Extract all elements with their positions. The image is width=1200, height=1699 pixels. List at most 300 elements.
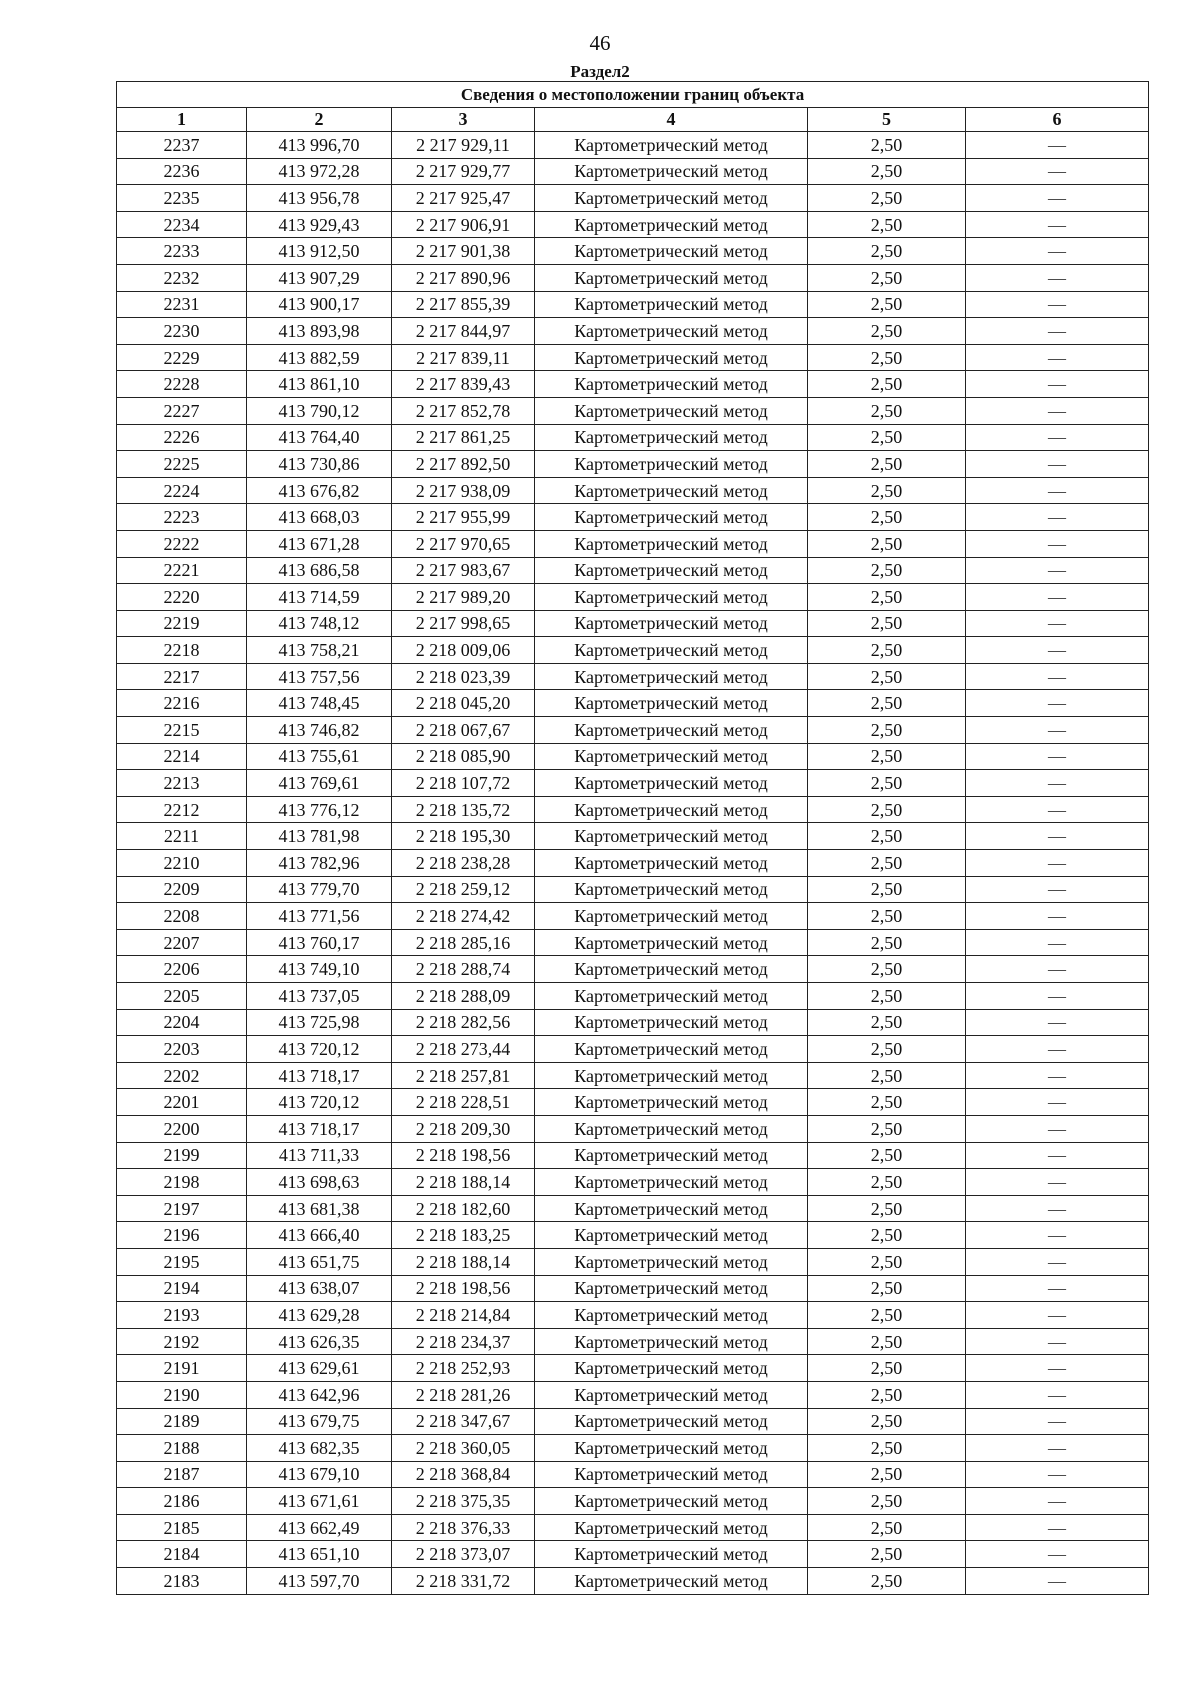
x-coordinate-cell: 413 771,56: [247, 903, 392, 930]
method-cell: Картометрический метод: [535, 1568, 808, 1595]
table-row: [117, 743, 1149, 770]
description-cell: —: [966, 663, 1149, 690]
accuracy-cell: 2,50: [808, 1328, 966, 1355]
x-coordinate-cell: 413 972,28: [247, 158, 392, 185]
description-cell: —: [966, 1488, 1149, 1515]
x-coordinate-cell: 413 776,12: [247, 796, 392, 823]
method-cell: Картометрический метод: [535, 211, 808, 238]
method-cell: Картометрический метод: [535, 610, 808, 637]
accuracy-cell: 2,50: [808, 185, 966, 212]
x-coordinate-cell: 413 651,10: [247, 1541, 392, 1568]
description-cell: —: [966, 1222, 1149, 1249]
point-number-cell: 2222: [117, 530, 247, 557]
method-cell: Картометрический метод: [535, 451, 808, 478]
description-cell: —: [966, 956, 1149, 983]
point-number-cell: 2198: [117, 1169, 247, 1196]
method-cell: Картометрический метод: [535, 1195, 808, 1222]
accuracy-cell: 2,50: [808, 850, 966, 877]
column-header: 1: [117, 108, 247, 132]
table-row: [117, 451, 1149, 478]
x-coordinate-cell: 413 671,28: [247, 530, 392, 557]
y-coordinate-cell: 2 217 989,20: [392, 584, 535, 611]
point-number-cell: 2186: [117, 1488, 247, 1515]
accuracy-cell: 2,50: [808, 530, 966, 557]
x-coordinate-cell: 413 900,17: [247, 291, 392, 318]
method-cell: Картометрический метод: [535, 1461, 808, 1488]
table-row: [117, 1408, 1149, 1435]
table-row: [117, 211, 1149, 238]
method-cell: Картометрический метод: [535, 1302, 808, 1329]
x-coordinate-cell: 413 956,78: [247, 185, 392, 212]
table-row: [117, 1142, 1149, 1169]
description-cell: —: [966, 637, 1149, 664]
y-coordinate-cell: 2 218 085,90: [392, 743, 535, 770]
method-cell: Картометрический метод: [535, 903, 808, 930]
y-coordinate-cell: 2 217 929,11: [392, 132, 535, 159]
method-cell: Картометрический метод: [535, 1222, 808, 1249]
y-coordinate-cell: 2 218 195,30: [392, 823, 535, 850]
description-cell: —: [966, 1089, 1149, 1116]
accuracy-cell: 2,50: [808, 584, 966, 611]
point-number-cell: 2206: [117, 956, 247, 983]
table-row: [117, 717, 1149, 744]
table-row: [117, 1036, 1149, 1063]
method-cell: Картометрический метод: [535, 1248, 808, 1275]
description-cell: —: [966, 530, 1149, 557]
method-cell: Картометрический метод: [535, 1514, 808, 1541]
table-row: [117, 1275, 1149, 1302]
y-coordinate-cell: 2 217 852,78: [392, 397, 535, 424]
x-coordinate-cell: 413 679,10: [247, 1461, 392, 1488]
y-coordinate-cell: 2 218 259,12: [392, 876, 535, 903]
method-cell: Картометрический метод: [535, 371, 808, 398]
method-cell: Картометрический метод: [535, 1275, 808, 1302]
description-cell: —: [966, 743, 1149, 770]
y-coordinate-cell: 2 217 892,50: [392, 451, 535, 478]
point-number-cell: 2197: [117, 1195, 247, 1222]
y-coordinate-cell: 2 218 288,74: [392, 956, 535, 983]
accuracy-cell: 2,50: [808, 956, 966, 983]
x-coordinate-cell: 413 769,61: [247, 770, 392, 797]
y-coordinate-cell: 2 218 257,81: [392, 1062, 535, 1089]
x-coordinate-cell: 413 714,59: [247, 584, 392, 611]
point-number-cell: 2210: [117, 850, 247, 877]
accuracy-cell: 2,50: [808, 451, 966, 478]
description-cell: —: [966, 211, 1149, 238]
y-coordinate-cell: 2 217 983,67: [392, 557, 535, 584]
point-number-cell: 2211: [117, 823, 247, 850]
table-row: [117, 344, 1149, 371]
table-row: [117, 530, 1149, 557]
x-coordinate-cell: 413 676,82: [247, 477, 392, 504]
point-number-cell: 2237: [117, 132, 247, 159]
x-coordinate-cell: 413 749,10: [247, 956, 392, 983]
accuracy-cell: 2,50: [808, 158, 966, 185]
x-coordinate-cell: 413 629,61: [247, 1355, 392, 1382]
description-cell: —: [966, 557, 1149, 584]
x-coordinate-cell: 413 686,58: [247, 557, 392, 584]
method-cell: Картометрический метод: [535, 929, 808, 956]
method-cell: Картометрический метод: [535, 185, 808, 212]
point-number-cell: 2231: [117, 291, 247, 318]
x-coordinate-cell: 413 730,86: [247, 451, 392, 478]
method-cell: Картометрический метод: [535, 1355, 808, 1382]
description-cell: —: [966, 903, 1149, 930]
x-coordinate-cell: 413 718,17: [247, 1062, 392, 1089]
point-number-cell: 2214: [117, 743, 247, 770]
y-coordinate-cell: 2 218 209,30: [392, 1115, 535, 1142]
accuracy-cell: 2,50: [808, 1514, 966, 1541]
method-cell: Картометрический метод: [535, 477, 808, 504]
x-coordinate-cell: 413 748,12: [247, 610, 392, 637]
accuracy-cell: 2,50: [808, 1089, 966, 1116]
method-cell: Картометрический метод: [535, 663, 808, 690]
accuracy-cell: 2,50: [808, 371, 966, 398]
table-row: [117, 1435, 1149, 1462]
method-cell: Картометрический метод: [535, 132, 808, 159]
y-coordinate-cell: 2 218 282,56: [392, 1009, 535, 1036]
description-cell: —: [966, 1009, 1149, 1036]
description-cell: —: [966, 1195, 1149, 1222]
column-header: 6: [966, 108, 1149, 132]
y-coordinate-cell: 2 217 839,11: [392, 344, 535, 371]
table-row: [117, 956, 1149, 983]
x-coordinate-cell: 413 682,35: [247, 1435, 392, 1462]
y-coordinate-cell: 2 217 844,97: [392, 318, 535, 345]
y-coordinate-cell: 2 217 955,99: [392, 504, 535, 531]
y-coordinate-cell: 2 218 273,44: [392, 1036, 535, 1063]
x-coordinate-cell: 413 790,12: [247, 397, 392, 424]
table-row: [117, 238, 1149, 265]
point-number-cell: 2199: [117, 1142, 247, 1169]
point-number-cell: 2223: [117, 504, 247, 531]
description-cell: —: [966, 796, 1149, 823]
accuracy-cell: 2,50: [808, 1461, 966, 1488]
description-cell: —: [966, 1142, 1149, 1169]
y-coordinate-cell: 2 217 929,77: [392, 158, 535, 185]
accuracy-cell: 2,50: [808, 1435, 966, 1462]
accuracy-cell: 2,50: [808, 397, 966, 424]
y-coordinate-cell: 2 218 188,14: [392, 1169, 535, 1196]
table-row: [117, 371, 1149, 398]
point-number-cell: 2203: [117, 1036, 247, 1063]
description-cell: —: [966, 1568, 1149, 1595]
y-coordinate-cell: 2 217 998,65: [392, 610, 535, 637]
description-cell: —: [966, 1328, 1149, 1355]
x-coordinate-cell: 413 929,43: [247, 211, 392, 238]
description-cell: —: [966, 1408, 1149, 1435]
description-cell: —: [966, 584, 1149, 611]
description-cell: —: [966, 1062, 1149, 1089]
x-coordinate-cell: 413 996,70: [247, 132, 392, 159]
y-coordinate-cell: 2 217 861,25: [392, 424, 535, 451]
table-row: [117, 1222, 1149, 1249]
y-coordinate-cell: 2 217 855,39: [392, 291, 535, 318]
description-cell: —: [966, 610, 1149, 637]
description-cell: —: [966, 132, 1149, 159]
x-coordinate-cell: 413 642,96: [247, 1381, 392, 1408]
table-row: [117, 477, 1149, 504]
y-coordinate-cell: 2 218 368,84: [392, 1461, 535, 1488]
x-coordinate-cell: 413 781,98: [247, 823, 392, 850]
point-number-cell: 2216: [117, 690, 247, 717]
y-coordinate-cell: 2 218 045,20: [392, 690, 535, 717]
accuracy-cell: 2,50: [808, 1355, 966, 1382]
method-cell: Картометрический метод: [535, 690, 808, 717]
table-row: [117, 663, 1149, 690]
point-number-cell: 2212: [117, 796, 247, 823]
table-row: [117, 424, 1149, 451]
point-number-cell: 2218: [117, 637, 247, 664]
accuracy-cell: 2,50: [808, 637, 966, 664]
table-row: [117, 1195, 1149, 1222]
accuracy-cell: 2,50: [808, 1062, 966, 1089]
point-number-cell: 2220: [117, 584, 247, 611]
accuracy-cell: 2,50: [808, 132, 966, 159]
y-coordinate-cell: 2 218 228,51: [392, 1089, 535, 1116]
point-number-cell: 2208: [117, 903, 247, 930]
x-coordinate-cell: 413 893,98: [247, 318, 392, 345]
point-number-cell: 2233: [117, 238, 247, 265]
description-cell: —: [966, 770, 1149, 797]
accuracy-cell: 2,50: [808, 211, 966, 238]
x-coordinate-cell: 413 698,63: [247, 1169, 392, 1196]
table-row: [117, 1461, 1149, 1488]
method-cell: Картометрический метод: [535, 983, 808, 1010]
x-coordinate-cell: 413 662,49: [247, 1514, 392, 1541]
description-cell: —: [966, 504, 1149, 531]
x-coordinate-cell: 413 912,50: [247, 238, 392, 265]
point-number-cell: 2194: [117, 1275, 247, 1302]
accuracy-cell: 2,50: [808, 743, 966, 770]
table-row: [117, 770, 1149, 797]
x-coordinate-cell: 413 764,40: [247, 424, 392, 451]
accuracy-cell: 2,50: [808, 1408, 966, 1435]
table-row: [117, 1009, 1149, 1036]
x-coordinate-cell: 413 748,45: [247, 690, 392, 717]
description-cell: —: [966, 1461, 1149, 1488]
method-cell: Картометрический метод: [535, 637, 808, 664]
accuracy-cell: 2,50: [808, 903, 966, 930]
method-cell: Картометрический метод: [535, 1381, 808, 1408]
point-number-cell: 2213: [117, 770, 247, 797]
point-number-cell: 2190: [117, 1381, 247, 1408]
x-coordinate-cell: 413 725,98: [247, 1009, 392, 1036]
accuracy-cell: 2,50: [808, 1142, 966, 1169]
x-coordinate-cell: 413 861,10: [247, 371, 392, 398]
column-number-row: [117, 108, 1149, 132]
table-row: [117, 929, 1149, 956]
accuracy-cell: 2,50: [808, 876, 966, 903]
accuracy-cell: 2,50: [808, 1541, 966, 1568]
method-cell: Картометрический метод: [535, 530, 808, 557]
accuracy-cell: 2,50: [808, 1248, 966, 1275]
y-coordinate-cell: 2 218 331,72: [392, 1568, 535, 1595]
x-coordinate-cell: 413 626,35: [247, 1328, 392, 1355]
point-number-cell: 2188: [117, 1435, 247, 1462]
point-number-cell: 2204: [117, 1009, 247, 1036]
method-cell: Картометрический метод: [535, 291, 808, 318]
x-coordinate-cell: 413 782,96: [247, 850, 392, 877]
table-row: [117, 610, 1149, 637]
method-cell: Картометрический метод: [535, 557, 808, 584]
table-row: [117, 983, 1149, 1010]
description-cell: —: [966, 264, 1149, 291]
table-row: [117, 1514, 1149, 1541]
x-coordinate-cell: 413 755,61: [247, 743, 392, 770]
y-coordinate-cell: 2 218 183,25: [392, 1222, 535, 1249]
point-number-cell: 2224: [117, 477, 247, 504]
y-coordinate-cell: 2 218 234,37: [392, 1328, 535, 1355]
point-number-cell: 2232: [117, 264, 247, 291]
x-coordinate-cell: 413 638,07: [247, 1275, 392, 1302]
x-coordinate-cell: 413 757,56: [247, 663, 392, 690]
point-number-cell: 2215: [117, 717, 247, 744]
description-cell: —: [966, 823, 1149, 850]
column-header: 4: [535, 108, 808, 132]
x-coordinate-cell: 413 720,12: [247, 1089, 392, 1116]
point-number-cell: 2229: [117, 344, 247, 371]
method-cell: Картометрический метод: [535, 717, 808, 744]
description-cell: —: [966, 1381, 1149, 1408]
point-number-cell: 2193: [117, 1302, 247, 1329]
point-number-cell: 2191: [117, 1355, 247, 1382]
accuracy-cell: 2,50: [808, 690, 966, 717]
accuracy-cell: 2,50: [808, 1169, 966, 1196]
y-coordinate-cell: 2 218 198,56: [392, 1275, 535, 1302]
x-coordinate-cell: 413 666,40: [247, 1222, 392, 1249]
y-coordinate-cell: 2 217 901,38: [392, 238, 535, 265]
x-coordinate-cell: 413 907,29: [247, 264, 392, 291]
point-number-cell: 2185: [117, 1514, 247, 1541]
description-cell: —: [966, 850, 1149, 877]
method-cell: Картометрический метод: [535, 1541, 808, 1568]
accuracy-cell: 2,50: [808, 291, 966, 318]
point-number-cell: 2184: [117, 1541, 247, 1568]
accuracy-cell: 2,50: [808, 610, 966, 637]
x-coordinate-cell: 413 746,82: [247, 717, 392, 744]
coordinates-table: [116, 81, 1149, 1595]
description-cell: —: [966, 1435, 1149, 1462]
table-row: [117, 1115, 1149, 1142]
table-row: [117, 264, 1149, 291]
table-row: [117, 796, 1149, 823]
accuracy-cell: 2,50: [808, 1302, 966, 1329]
x-coordinate-cell: 413 779,70: [247, 876, 392, 903]
method-cell: Картометрический метод: [535, 1435, 808, 1462]
description-cell: —: [966, 1355, 1149, 1382]
accuracy-cell: 2,50: [808, 1568, 966, 1595]
y-coordinate-cell: 2 217 890,96: [392, 264, 535, 291]
accuracy-cell: 2,50: [808, 823, 966, 850]
point-number-cell: 2227: [117, 397, 247, 424]
method-cell: Картометрический метод: [535, 397, 808, 424]
page-number: 46: [589, 31, 611, 55]
table-row: [117, 1302, 1149, 1329]
x-coordinate-cell: 413 737,05: [247, 983, 392, 1010]
y-coordinate-cell: 2 218 135,72: [392, 796, 535, 823]
x-coordinate-cell: 413 711,33: [247, 1142, 392, 1169]
accuracy-cell: 2,50: [808, 477, 966, 504]
y-coordinate-cell: 2 218 375,35: [392, 1488, 535, 1515]
point-number-cell: 2196: [117, 1222, 247, 1249]
accuracy-cell: 2,50: [808, 1275, 966, 1302]
y-coordinate-cell: 2 218 067,67: [392, 717, 535, 744]
description-cell: —: [966, 424, 1149, 451]
table-row: [117, 1381, 1149, 1408]
point-number-cell: 2195: [117, 1248, 247, 1275]
table-row: [117, 1541, 1149, 1568]
description-cell: —: [966, 397, 1149, 424]
table-row: [117, 397, 1149, 424]
y-coordinate-cell: 2 217 925,47: [392, 185, 535, 212]
description-cell: —: [966, 1541, 1149, 1568]
method-cell: Картометрический метод: [535, 1328, 808, 1355]
y-coordinate-cell: 2 218 274,42: [392, 903, 535, 930]
table-row: [117, 291, 1149, 318]
accuracy-cell: 2,50: [808, 983, 966, 1010]
description-cell: —: [966, 1302, 1149, 1329]
y-coordinate-cell: 2 218 360,05: [392, 1435, 535, 1462]
point-number-cell: 2226: [117, 424, 247, 451]
table-row: [117, 903, 1149, 930]
accuracy-cell: 2,50: [808, 1222, 966, 1249]
point-number-cell: 2236: [117, 158, 247, 185]
y-coordinate-cell: 2 217 906,91: [392, 211, 535, 238]
method-cell: Картометрический метод: [535, 424, 808, 451]
table-row: [117, 1328, 1149, 1355]
table-row: [117, 1355, 1149, 1382]
table-row: [117, 637, 1149, 664]
y-coordinate-cell: 2 218 252,93: [392, 1355, 535, 1382]
method-cell: Картометрический метод: [535, 876, 808, 903]
method-cell: Картометрический метод: [535, 1142, 808, 1169]
y-coordinate-cell: 2 218 288,09: [392, 983, 535, 1010]
point-number-cell: 2183: [117, 1568, 247, 1595]
description-cell: —: [966, 1275, 1149, 1302]
point-number-cell: 2209: [117, 876, 247, 903]
table-row: [117, 504, 1149, 531]
y-coordinate-cell: 2 218 198,56: [392, 1142, 535, 1169]
y-coordinate-cell: 2 218 238,28: [392, 850, 535, 877]
method-cell: Картометрический метод: [535, 238, 808, 265]
point-number-cell: 2225: [117, 451, 247, 478]
description-cell: —: [966, 929, 1149, 956]
description-cell: —: [966, 690, 1149, 717]
method-cell: Картометрический метод: [535, 1408, 808, 1435]
point-number-cell: 2221: [117, 557, 247, 584]
x-coordinate-cell: 413 671,61: [247, 1488, 392, 1515]
x-coordinate-cell: 413 668,03: [247, 504, 392, 531]
description-cell: —: [966, 158, 1149, 185]
method-cell: Картометрический метод: [535, 1488, 808, 1515]
point-number-cell: 2235: [117, 185, 247, 212]
description-cell: —: [966, 1169, 1149, 1196]
method-cell: Картометрический метод: [535, 796, 808, 823]
method-cell: Картометрический метод: [535, 158, 808, 185]
method-cell: Картометрический метод: [535, 1062, 808, 1089]
accuracy-cell: 2,50: [808, 1115, 966, 1142]
method-cell: Картометрический метод: [535, 584, 808, 611]
y-coordinate-cell: 2 218 376,33: [392, 1514, 535, 1541]
method-cell: Картометрический метод: [535, 1009, 808, 1036]
x-coordinate-cell: 413 679,75: [247, 1408, 392, 1435]
method-cell: Картометрический метод: [535, 1089, 808, 1116]
y-coordinate-cell: 2 218 107,72: [392, 770, 535, 797]
x-coordinate-cell: 413 882,59: [247, 344, 392, 371]
table-row: [117, 876, 1149, 903]
y-coordinate-cell: 2 218 023,39: [392, 663, 535, 690]
